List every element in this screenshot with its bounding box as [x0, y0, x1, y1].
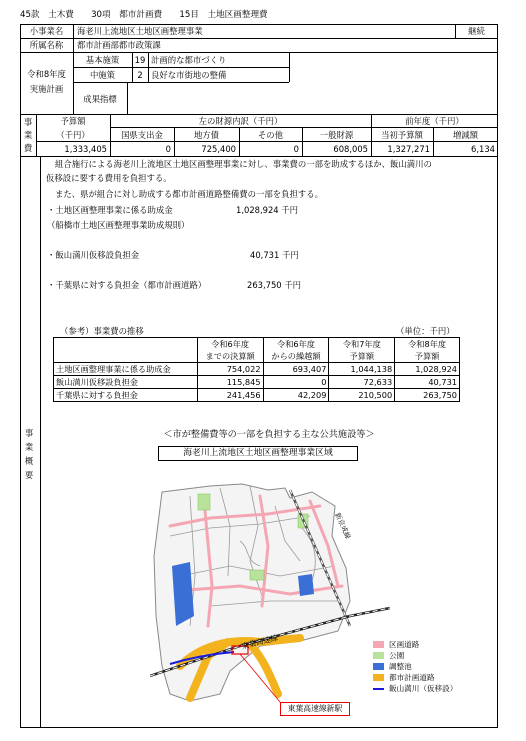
- overview-paragraph-1-line-2: 仮移設に要する費用を負担する。: [46, 173, 172, 183]
- budget-amount-label: 予算額: [60, 116, 86, 126]
- value-other: 0: [293, 144, 299, 154]
- table-header-row: までの決算額 からの繰越額 予算額 予算額: [54, 350, 460, 363]
- item-prefecture-value: 263,750 千円: [247, 280, 302, 290]
- value-national-prefectural: 0: [165, 144, 171, 154]
- project-area-map: [150, 466, 390, 716]
- previous-year-label: 前年度（千円）: [405, 116, 464, 126]
- mid-policy-text: 良好な市街地の整備: [151, 70, 227, 80]
- overview-paragraph-2: また、県が組合に対し助成する都市計画道路整備費の一部を負担する。: [55, 189, 323, 199]
- value-budget-amount: 1,333,405: [64, 144, 107, 154]
- department-label: 所属名称: [29, 40, 64, 50]
- basic-policy-label: 基本施策: [85, 55, 120, 65]
- legend-item: 区画道路: [373, 640, 493, 650]
- item-prefecture-label: ・千葉県に対する負担金（都市計画道路）: [47, 280, 207, 290]
- value-change: 6,134: [471, 144, 495, 154]
- overview-side-label: 事 業 概 要: [24, 428, 34, 480]
- budget-side-label: 事 業 費: [23, 117, 33, 153]
- small-project-value: 海老川上流地区土地区画整理事業: [77, 26, 203, 36]
- table-row: 土地区画整理事業に係る助成金 754,022 693,407 1,044,138 1,028,924: [54, 363, 460, 376]
- legend-swatch-pond: [373, 663, 384, 670]
- value-general-fund: 608,005: [333, 144, 368, 154]
- col-general-fund: 一般財源: [319, 130, 354, 140]
- mid-policy-label: 中施策: [89, 70, 116, 80]
- legend-swatch-park: [373, 652, 384, 659]
- legend-swatch-river: [373, 688, 384, 690]
- budget-classification-header: 45款 土木費 30項 都市計画費 15目 土地区画整理費: [20, 10, 268, 20]
- col-local-bonds: 地方債: [193, 130, 220, 140]
- budget-unit-label: （千円）: [56, 130, 90, 140]
- item-river-label: ・飯山満川仮移設負担金: [47, 250, 140, 260]
- col-change: 増減額: [452, 130, 479, 140]
- item-river-value: 40,731 千円: [250, 250, 299, 260]
- overview-paragraph-1-line-1: 組合施行による海老川上流地区土地区画整理事業に対し、事業費の一部を助成するほか、飯山満川の: [55, 159, 432, 169]
- legend-item: 調整池: [373, 662, 493, 672]
- value-initial-budget: 1,327,271: [387, 144, 430, 154]
- table-row: 飯山満川仮移設負担金 115,845 0 72,633 40,731: [54, 376, 460, 389]
- reference-table: [53, 337, 460, 402]
- rail-label: 新京成線: [333, 511, 352, 541]
- legend-item: 都市計画道路: [373, 673, 493, 683]
- item-subsidy-value: 1,028,924 千円: [236, 205, 299, 215]
- map-title: 海老川上流地区土地区画整理事業区域: [183, 448, 333, 458]
- reference-unit: （単位：千円）: [396, 326, 455, 336]
- col-national-prefectural: 国県支出金: [121, 130, 163, 140]
- table-row: 千葉県に対する負担金 241,456 42,209 210,500 263,750: [54, 389, 460, 402]
- expressway-label: 東葉高速線: [240, 633, 279, 651]
- mid-policy-number: 2: [137, 70, 143, 80]
- plan-label: 実施計画: [29, 84, 64, 94]
- park-1: [198, 494, 210, 510]
- legend-swatch-city-road: [373, 674, 384, 681]
- reference-title: （参考）事業費の推移: [60, 326, 144, 336]
- indicator-label: 成果指標: [83, 94, 117, 104]
- plan-year-label: 令和8年度: [27, 69, 66, 79]
- item-subsidy-note: （船橋市土地区画整理事業助成規則）: [47, 220, 190, 230]
- small-project-label: 小事業名: [29, 26, 64, 36]
- department-value: 都市計画部都市政策課: [77, 40, 161, 50]
- basic-policy-text: 計画的な都市づくり: [151, 55, 227, 65]
- value-local-bonds: 725,400: [201, 144, 236, 154]
- basic-policy-number: 19: [134, 55, 146, 65]
- legend-swatch-district-road: [373, 641, 384, 648]
- item-subsidy-label: ・土地区画整理事業に係る助成金: [47, 205, 173, 215]
- legend-item: 飯山満川（仮移設）: [373, 684, 493, 694]
- map-heading: ＜市が整備費等の一部を負担する主な公共施設等＞: [163, 429, 375, 440]
- station-label: 東葉高速線新駅: [287, 704, 343, 713]
- park-3: [250, 570, 264, 580]
- col-initial-budget: 当初予算額: [381, 130, 423, 140]
- funding-breakdown-label: 左の財源内訳（千円）: [198, 116, 283, 126]
- retention-pond-2: [298, 574, 314, 596]
- legend-item: 公園: [373, 651, 493, 661]
- col-other: その他: [257, 130, 284, 140]
- continuation-badge: 継続: [468, 26, 485, 36]
- table-header-row: 令和6年度 令和6年度 令和7年度 令和8年度: [54, 338, 460, 351]
